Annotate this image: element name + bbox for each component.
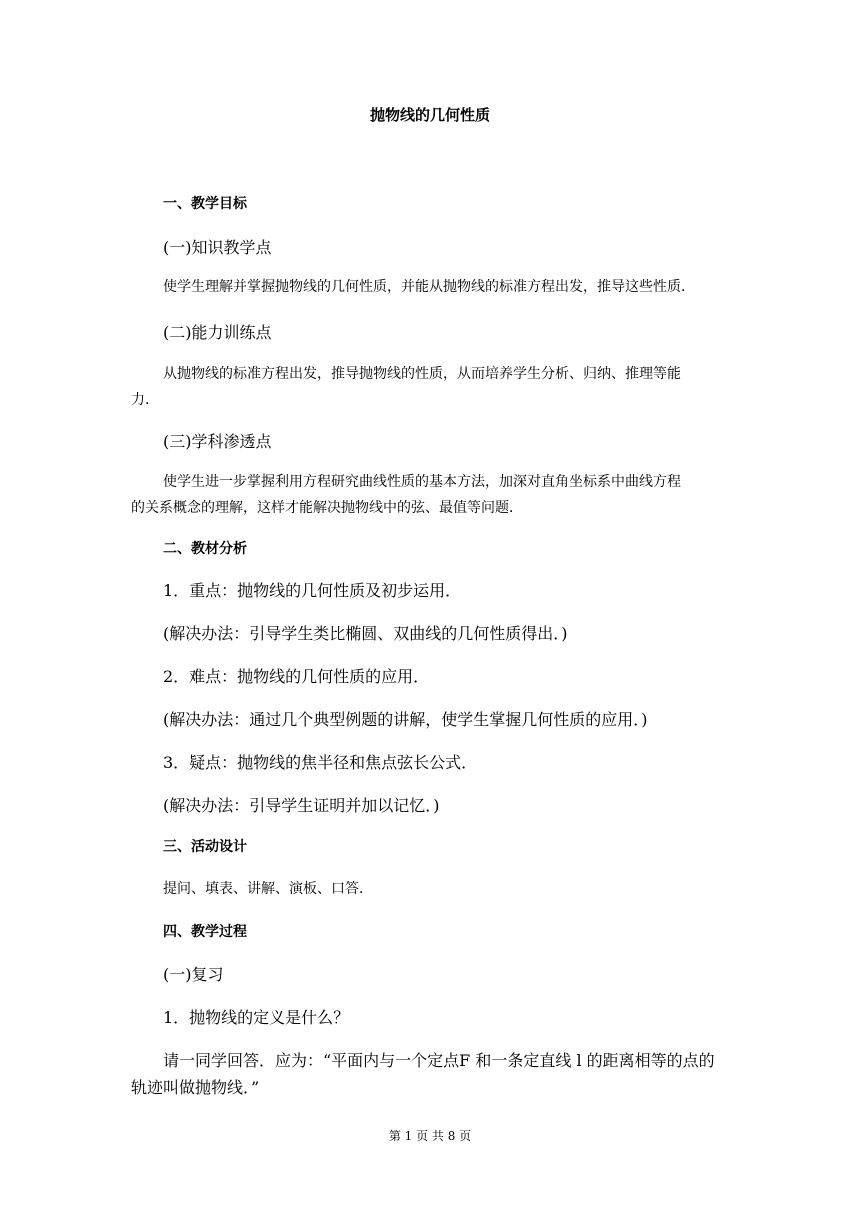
paragraph-subject-line1: 使学生进一步掌握利用方程研究曲线性质的基本方法，加深对直角坐标系中曲线方程 xyxy=(163,474,681,490)
doubt-point: 3．疑点：抛物线的焦半径和焦点弦长公式． xyxy=(163,753,478,772)
difficult-point: 2．难点：抛物线的几何性质的应用． xyxy=(163,667,430,686)
review-answer-line1: 请一同学回答．应为：“平面内与一个定点F 和一条定直线 l 的距离相等的点的 xyxy=(163,1051,715,1070)
key-point: 1．重点：抛物线的几何性质及初步运用． xyxy=(163,581,462,600)
paragraph-knowledge: 使学生理解并掌握抛物线的几何性质，并能从抛物线的标准方程出发，推导这些性质． xyxy=(163,279,695,295)
key-point-solution: (解决办法：引导学生类比椭圆、双曲线的几何性质得出．) xyxy=(163,624,568,643)
subheading-knowledge: (一)知识教学点 xyxy=(163,238,272,257)
section-heading-analysis: 二、教材分析 xyxy=(163,541,247,557)
section-heading-process: 四、教学过程 xyxy=(163,924,247,940)
section-heading-objectives: 一、教学目标 xyxy=(163,196,247,212)
difficult-point-solution: (解决办法：通过几个典型例题的讲解，使学生掌握几何性质的应用．) xyxy=(163,710,648,729)
page-footer: 第 1 页 共 8 页 xyxy=(388,1129,472,1143)
subheading-ability: (二)能力训练点 xyxy=(163,323,272,342)
review-question-1: 1．抛物线的定义是什么？ xyxy=(163,1008,350,1027)
review-answer-line2: 轨迹叫做抛物线．” xyxy=(131,1078,260,1097)
document-title: 抛物线的几何性质 xyxy=(369,106,490,124)
paragraph-ability-line1: 从抛物线的标准方程出发，推导抛物线的性质，从而培养学生分析、归纳、推理等能 xyxy=(163,366,681,382)
activities-text: 提问、填表、讲解、演板、口答． xyxy=(163,881,373,897)
doubt-point-solution: (解决办法：引导学生证明并加以记忆．) xyxy=(163,796,440,815)
subheading-subject: (三)学科渗透点 xyxy=(163,432,272,451)
paragraph-subject-line2: 的关系概念的理解，这样才能解决抛物线中的弦、最值等问题． xyxy=(131,500,523,516)
section-heading-activities: 三、活动设计 xyxy=(163,839,247,855)
subheading-review: (一)复习 xyxy=(163,965,224,984)
paragraph-ability-line2: 力． xyxy=(131,392,159,408)
